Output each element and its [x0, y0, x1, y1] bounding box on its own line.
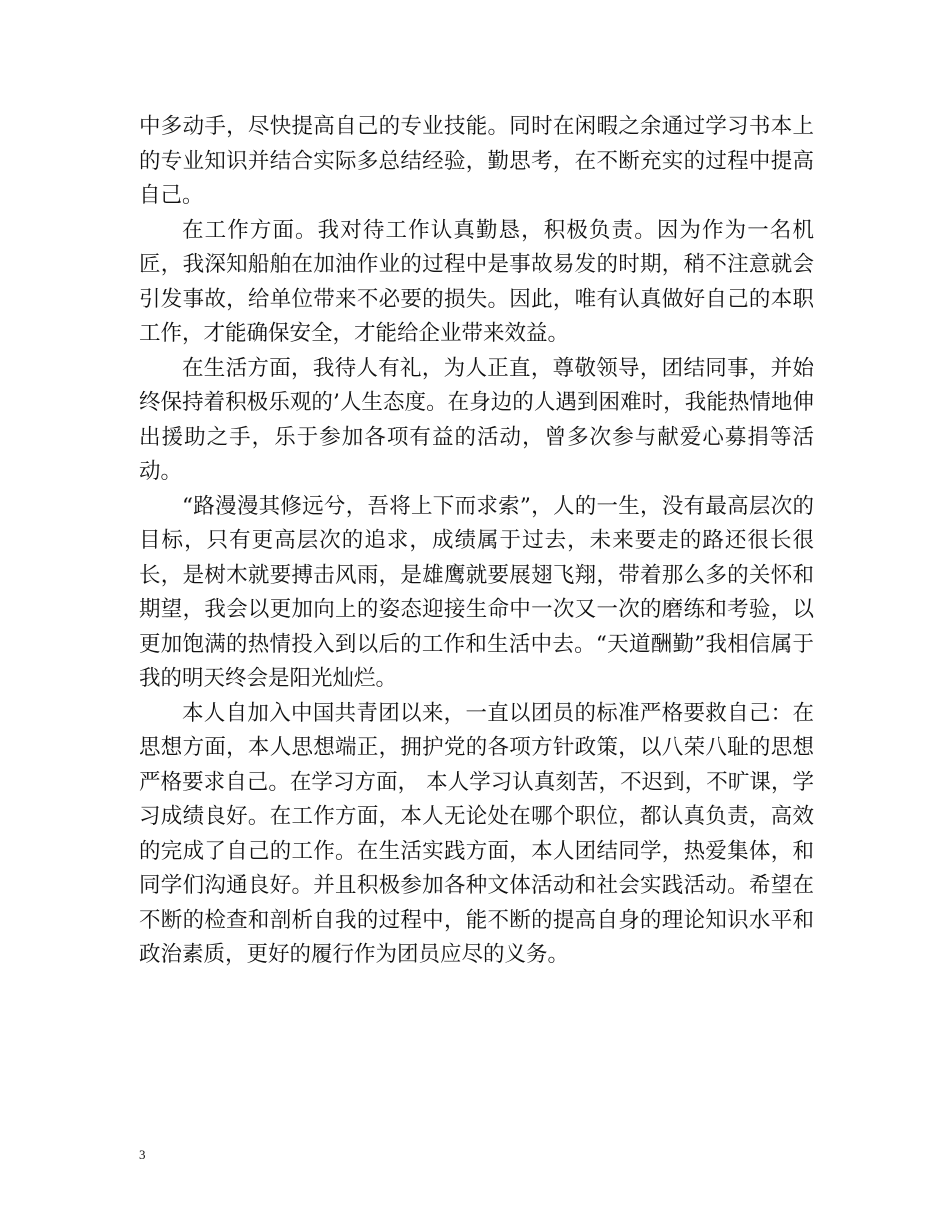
paragraph-2: 在工作方面。我对待工作认真勤恳，积极负责。因为作为一名机匠，我深知船舶在加油作业的过程中是事故易发的时期，稍不注意就会引发事故，给单位带来不必要的损失。因此，唯有认真做好自己的本职工作，才能确保安全，才能给企业带来效益。 — [139, 217, 814, 346]
paragraph-5: 本人自加入中国共青团以来，一直以团员的标准严格要救自己：在思想方面，本人思想端正，拥护党的各项方针政策，以八荣八耻的思想严格要求自己。在学习方面， 本人学习认真刻苦，不迟到，不旷课，学习成绩良好。在工作方面，本人无论处在哪个职位，都认真负责，高效的完成了自己的工作。在生活实践方面，本人团结同学，热爱集体，和同学们沟通良好。并且积极参加各种文体活动和社会实践活动。希望在不断的检查和剖析自我的过程中，能不断的提高自身的理论知识水平和政治素质，更好的履行作为团员应尽的义务。 — [139, 700, 814, 967]
page-number: 3 — [139, 1147, 146, 1162]
paragraph-1: 中多动手，尽快提高自己的专业技能。同时在闲暇之余通过学习书本上的专业知识并结合实际多总结经验，勤思考，在不断充实的过程中提高自己。 — [139, 114, 814, 208]
document-body — [139, 110, 814, 973]
paragraph-4: “路漫漫其修远兮，吾将上下而求索”，人的一生，没有最高层次的目标，只有更高层次的追求，成绩属于过去，未来要走的路还很长很长，是树木就要搏击风雨，是雄鹰就要展翅飞翔，带着那么多的关怀和期望，我会以更加向上的姿态迎接生命中一次又一次的磨练和考验，以更加饱满的热情投入到以后的工作和生活中去。“天道酬勤”我相信属于我的明天终会是阳光灿烂。 — [139, 493, 814, 691]
paragraph-3: 在生活方面，我待人有礼，为人正直，尊敬领导，团结同事，并始终保持着积极乐观的’人生态度。在身边的人遇到困难时，我能热情地伸出援助之手，乐于参加各项有益的活动，曾多次参与献爱心募捐等活动。 — [139, 355, 814, 484]
